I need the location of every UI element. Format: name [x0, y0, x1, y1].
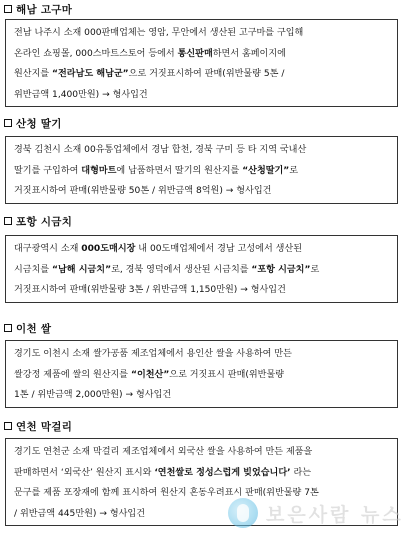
section-body [5, 340, 398, 408]
section-title [4, 1, 72, 17]
body-line [14, 280, 389, 301]
checkbox-icon [4, 5, 12, 13]
body-line [14, 365, 389, 386]
body-line [14, 161, 389, 182]
body-text: 라는 [290, 467, 312, 478]
body-text: 경북 김천시 소재 00유통업체에서 경남 합천, 경북 구미 등 타 지역 국내산 [14, 145, 307, 155]
body-line [14, 442, 389, 463]
watermark-text: 보은사람 뉴스 [266, 503, 404, 526]
body-line [14, 181, 389, 202]
emphasis-text: “포항 시금치” [251, 264, 311, 275]
section-title [4, 115, 62, 131]
body-text: 로, 경북 영덕에서 생산된 시금치를 [111, 264, 252, 275]
checkbox-icon [4, 422, 12, 430]
body-text: 경기도 연천군 소재 막걸리 제조업체에서 외국산 쌀을 사용하여 만든 제품을 [14, 447, 313, 457]
body-text: 딸기를 구입하여 [14, 165, 82, 176]
emphasis-text: “산청딸기” [242, 165, 290, 176]
body-line [14, 140, 389, 161]
body-text: 전남 나주시 소재 000판매업체는 영암, 무안에서 생산된 고구마를 구입해 [14, 28, 304, 38]
body-text: 판매하면서 ‘외국산’ 원산지 표시와 [14, 467, 155, 478]
body-text: / 위반금액 445만원) → 형사입건 [14, 508, 145, 519]
section-title-text: 포항 시금치 [16, 215, 73, 228]
body-line [14, 260, 389, 281]
body-text: 1톤 / 위반금액 2,000만원) → 형사입건 [14, 390, 172, 400]
body-text: 문구를 제품 포장재에 함께 표시하여 원산지 혼동우려표시 판매(위반물량 7톤 [14, 488, 319, 498]
body-text: 원산지를 [14, 69, 53, 79]
body-line [14, 85, 389, 106]
body-line [14, 44, 389, 65]
body-text: 시금치를 [14, 264, 53, 275]
section-title-text: 이천 쌀 [16, 322, 52, 335]
emphasis-text: 000도매시장 [81, 244, 136, 254]
emphasis-text: “남해 시금치” [52, 264, 112, 275]
body-line [14, 23, 389, 44]
section-body [5, 136, 398, 204]
section-title [4, 418, 72, 434]
body-text: 쌀강정 제품에 쌀의 원산지를 [14, 369, 131, 380]
body-text: 로 [310, 264, 320, 275]
body-text: 으로 거짓표시하여 판매(위반물량 5톤 / [128, 69, 285, 79]
checkbox-icon [4, 324, 12, 332]
checkbox-icon [4, 217, 12, 225]
news-logo-icon [228, 498, 258, 528]
section-title [4, 320, 51, 336]
emphasis-text: 통신판매 [177, 48, 213, 59]
body-text: 경기도 이천시 소재 쌀가공품 제조업체에서 용인산 쌀을 사용하여 만든 [14, 349, 292, 359]
emphasis-text: 대형마트 [81, 165, 117, 176]
checkbox-icon [4, 119, 12, 127]
body-text: 로 [289, 165, 299, 176]
body-text: 으로 거짓표시 판매(위반물량 [169, 369, 285, 380]
body-text: 거짓표시하여 판매(위반물량 3톤 / 위반금액 1,150만원) → 형사입건 [14, 285, 286, 295]
emphasis-text: “이천산” [130, 369, 170, 380]
body-line [14, 385, 389, 406]
body-text: 내 00도매업체에서 경남 고성에서 생산된 [135, 244, 302, 254]
emphasis-text: “전라남도 해남군” [52, 69, 129, 79]
body-text: 거짓표시하여 판매(위반물량 50톤 / 위반금액 8억원) → 형사입건 [14, 186, 272, 196]
body-text: 위반금액 1,400만원) → 형사입건 [14, 89, 148, 100]
emphasis-text: ‘연천쌀로 정성스럽게 빚었습니다’ [154, 467, 291, 478]
watermark [228, 495, 406, 531]
body-line [14, 463, 389, 484]
body-line [14, 64, 389, 85]
section-title-text: 해남 고구마 [16, 3, 73, 16]
body-line [14, 344, 389, 365]
body-text: 에 납품하면서 딸기의 원산지를 [116, 165, 243, 176]
section-title [4, 213, 72, 229]
section-title-text: 산청 딸기 [16, 117, 62, 130]
body-text: 온라인 쇼핑몰, 000스마트스토어 등에서 [14, 48, 178, 59]
body-line [14, 239, 389, 260]
body-text: 대구광역시 소재 [14, 244, 82, 254]
section-body [5, 235, 398, 303]
body-text: 하면서 홈페이지에 [212, 48, 286, 59]
section-body [5, 19, 398, 107]
section-title-text: 연천 막걸리 [16, 420, 73, 433]
